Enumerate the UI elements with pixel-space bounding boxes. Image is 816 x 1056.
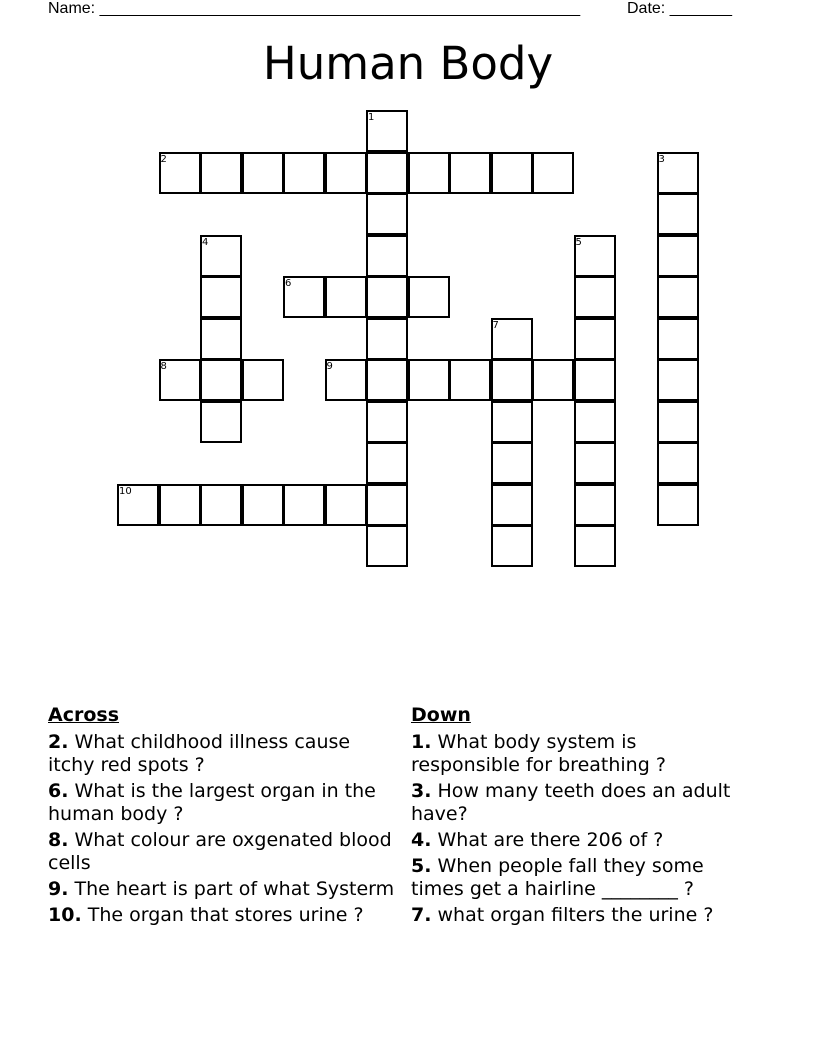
grid-cell[interactable] (408, 359, 450, 401)
grid-cell[interactable] (657, 276, 699, 318)
grid-cell[interactable] (200, 276, 242, 318)
grid-cell[interactable] (574, 442, 616, 484)
grid-cell[interactable] (325, 152, 367, 194)
clue-text: What are there 206 of ? (437, 829, 664, 851)
cell-number: 2 (160, 153, 167, 165)
grid-cell[interactable] (283, 484, 325, 526)
clue-number: 9. (48, 878, 69, 900)
grid-cell[interactable] (532, 359, 574, 401)
clue-across-6 (48, 780, 398, 826)
grid-cell[interactable] (491, 525, 533, 567)
cell-number: 9 (326, 361, 333, 372)
clue-text: The heart is part of what Systerm (74, 878, 395, 900)
clue-across-9 (48, 878, 398, 901)
clue-number: 5. (411, 855, 432, 877)
cell-number: 7 (492, 319, 499, 331)
grid-cell[interactable] (159, 484, 201, 526)
grid-cell[interactable] (449, 152, 491, 194)
grid-cell[interactable] (242, 152, 284, 194)
grid-cell[interactable] (366, 442, 408, 484)
grid-cell[interactable] (491, 484, 533, 526)
clue-number: 10. (48, 904, 82, 926)
grid-cell[interactable] (657, 442, 699, 484)
grid-cell[interactable] (574, 484, 616, 526)
clue-down-5 (411, 855, 751, 901)
date-field[interactable]: Date: _______ (627, 0, 732, 17)
down-heading: Down (411, 704, 471, 726)
grid-cell[interactable] (408, 152, 450, 194)
clue-down-7 (411, 904, 751, 927)
cell-number: 5 (575, 236, 582, 248)
grid-cell[interactable] (657, 235, 699, 277)
cell-number: 8 (160, 361, 167, 372)
page-title: Human Body (262, 37, 554, 90)
clue-text: How many teeth does an adult have? (411, 780, 731, 825)
grid-cell[interactable] (366, 193, 408, 235)
grid-cell[interactable] (574, 401, 616, 443)
clue-across-10 (48, 904, 398, 927)
grid-cell[interactable] (366, 484, 408, 526)
grid-cell[interactable] (491, 359, 533, 401)
clue-across-8 (48, 829, 398, 875)
clue-text: The organ that stores urine ? (87, 904, 364, 926)
clue-number: 2. (48, 731, 69, 753)
grid-cell[interactable] (325, 484, 367, 526)
grid-cell[interactable] (408, 276, 450, 318)
grid-cell[interactable] (449, 359, 491, 401)
grid-cell[interactable] (491, 152, 533, 194)
clue-text: what organ filters the urine ? (437, 904, 714, 926)
grid-cell[interactable] (366, 318, 408, 360)
clue-number: 4. (411, 829, 432, 851)
clue-number: 3. (411, 780, 432, 802)
grid-cell[interactable] (574, 359, 616, 401)
clue-text: What colour are oxgenated blood cells (48, 829, 392, 874)
grid-cell[interactable] (657, 193, 699, 235)
grid-cell[interactable] (366, 152, 408, 194)
cell-number: 4 (202, 236, 209, 248)
cell-number: 10 (119, 485, 132, 497)
grid-cell[interactable] (657, 401, 699, 443)
grid-cell[interactable] (366, 276, 408, 318)
grid-cell[interactable] (366, 525, 408, 567)
clue-down-4 (411, 829, 751, 852)
clue-text: What childhood illness cause itchy red spots ? (48, 731, 351, 776)
grid-cell[interactable] (574, 318, 616, 360)
grid-cell[interactable] (200, 359, 242, 401)
grid-cell[interactable] (532, 152, 574, 194)
grid-cell[interactable] (491, 401, 533, 443)
grid-cell[interactable] (366, 401, 408, 443)
grid-cell[interactable] (574, 525, 616, 567)
clue-number: 6. (48, 780, 69, 802)
grid-cell[interactable] (366, 359, 408, 401)
grid-cell[interactable] (200, 401, 242, 443)
grid-cell[interactable] (657, 484, 699, 526)
name-field[interactable]: Name: ______________________________________________________ (48, 0, 581, 17)
grid-cell[interactable] (657, 359, 699, 401)
across-clues (48, 703, 398, 930)
down-clues (411, 703, 751, 930)
grid-cell[interactable] (200, 484, 242, 526)
cell-number: 3 (658, 153, 665, 165)
clue-text: What body system is responsible for breathing ? (411, 731, 666, 776)
clue-down-1 (411, 731, 751, 777)
clue-number: 7. (411, 904, 432, 926)
grid-cell[interactable] (325, 276, 367, 318)
grid-cell[interactable] (200, 318, 242, 360)
clue-down-3 (411, 780, 751, 826)
grid-cell[interactable] (242, 359, 284, 401)
clue-across-2 (48, 731, 398, 777)
grid-cell[interactable] (657, 318, 699, 360)
grid-cell[interactable] (283, 152, 325, 194)
grid-cell[interactable] (574, 276, 616, 318)
cell-number: 1 (368, 112, 375, 123)
grid-cell[interactable] (491, 442, 533, 484)
clue-text: What is the largest organ in the human body ? (48, 780, 376, 825)
across-heading: Across (48, 704, 120, 726)
grid-cell[interactable] (366, 235, 408, 277)
grid-cell[interactable] (200, 152, 242, 194)
clue-text: When people fall they some times get a hairline ________ ? (411, 855, 704, 900)
cell-number: 6 (285, 278, 292, 289)
grid-cell[interactable] (242, 484, 284, 526)
clue-number: 8. (48, 829, 69, 851)
clue-number: 1. (411, 731, 432, 753)
